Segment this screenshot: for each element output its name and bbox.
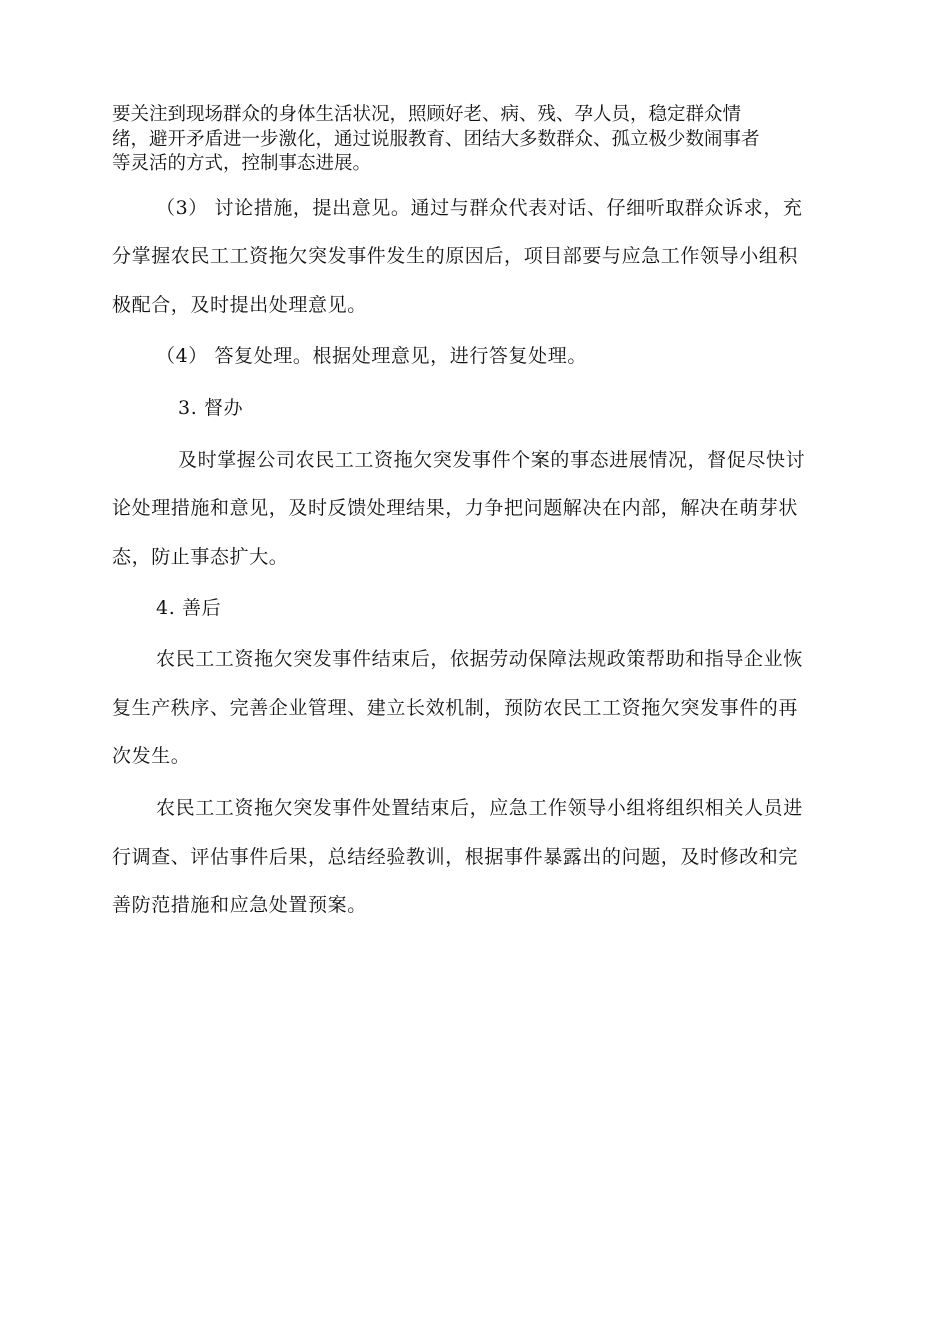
section-heading: 3. 督办 (178, 397, 244, 419)
text-line: 农民工工资拖欠突发事件处置结束后，应急工作领导小组将组织相关人员进 (156, 797, 803, 819)
text-line: 态，防止事态扩大。 (112, 546, 289, 568)
text-line: 次发生。 (112, 745, 191, 767)
text-line: 善防范措施和应急处置预案。 (112, 894, 367, 916)
text-line: 分掌握农民工工资拖欠突发事件发生的原因后，项目部要与应急工作领导小组积 (112, 245, 799, 267)
text-line: 论处理措施和意见，及时反馈处理结果，力争把问题解决在内部，解决在萌芽状 (112, 497, 799, 519)
text-line: （4） 答复处理。根据处理意见，进行答复处理。 (156, 345, 587, 367)
text-line: 等灵活的方式，控制事态进展。 (112, 153, 372, 174)
section-heading: 4. 善后 (156, 597, 222, 619)
text-line: 行调查、评估事件后果，总结经验教训，根据事件暴露出的问题，及时修改和完 (112, 846, 799, 868)
text-line: （3） 讨论措施，提出意见。通过与群众代表对话、仔细听取群众诉求，充 (156, 197, 803, 219)
text-line: 绪，避开矛盾进一步激化，通过说服教育、团结大多数群众、孤立极少数闹事者 (112, 129, 760, 150)
text-line: 及时掌握公司农民工工资拖欠突发事件个案的事态进展情况，督促尽快讨 (178, 449, 806, 471)
text-line: 复生产秩序、完善企业管理、建立长效机制，预防农民工工资拖欠突发事件的再 (112, 697, 799, 719)
text-line: 农民工工资拖欠突发事件结束后，依据劳动保障法规政策帮助和指导企业恢 (156, 648, 803, 670)
text-line: 极配合，及时提出处理意见。 (112, 294, 367, 316)
text-line: 要关注到现场群众的身体生活状况，照顾好老、病、残、孕人员，稳定群众情 (112, 104, 742, 125)
